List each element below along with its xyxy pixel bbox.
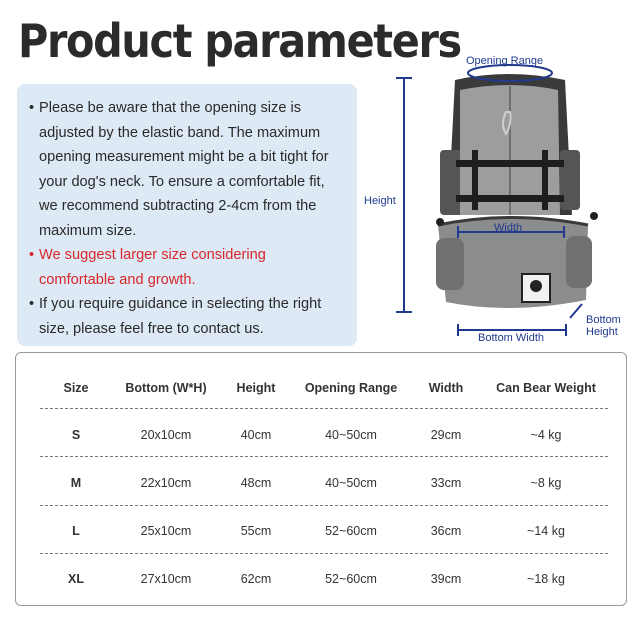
table-cell: 27x10cm	[140, 572, 192, 586]
table-cell: 48cm	[240, 476, 272, 490]
table-header: Opening Range	[304, 381, 398, 395]
height-label: Height	[364, 195, 396, 207]
notes-panel	[17, 84, 357, 346]
table-cell: ~4 kg	[530, 428, 562, 442]
note-text: Please be aware that the opening size is adjusted by the elastic band. The maximum opening measurement might be a bit tight for your dog's neck. To ensure a comfortable fit, we recommend subtracting 2-4cm from the maximum size.	[39, 100, 329, 239]
opening-range-label: Opening Range	[466, 55, 544, 67]
note-item	[29, 96, 345, 243]
note-text: If you require guidance in selecting the right size, please feel free to contact us.	[39, 296, 322, 337]
dog-backpack-illustration	[360, 50, 630, 350]
table-cell: L	[72, 524, 80, 538]
row-divider	[40, 505, 608, 506]
size-table	[15, 352, 627, 606]
table-cell: M	[70, 476, 82, 490]
table-cell: 33cm	[430, 476, 462, 490]
table-cell: ~18 kg	[527, 572, 565, 586]
table-cell: 39cm	[430, 572, 462, 586]
row-divider	[40, 553, 608, 554]
table-header: Height	[236, 381, 276, 395]
row-divider	[40, 456, 608, 457]
table-cell: 22x10cm	[140, 476, 192, 490]
bottom-height-label-line2: Height	[586, 326, 618, 338]
table-cell: S	[71, 428, 81, 442]
width-label: Width	[494, 222, 523, 234]
table-cell: ~14 kg	[527, 524, 565, 538]
table-cell: 40~50cm	[325, 476, 377, 490]
table-header: Size	[63, 381, 89, 395]
bottom-height-label-line1: Bottom	[586, 314, 621, 326]
note-item	[29, 292, 345, 341]
table-header: Can Bear Weight	[496, 381, 596, 395]
bullet-icon: •	[29, 247, 35, 263]
note-item	[29, 243, 345, 292]
table-cell: XL	[68, 572, 84, 586]
table-cell: 40~50cm	[325, 428, 377, 442]
bullet-icon: •	[29, 296, 35, 312]
table-cell: 20x10cm	[140, 428, 192, 442]
table-cell: 52~60cm	[325, 524, 377, 538]
table-header: Bottom (W*H)	[125, 381, 207, 395]
row-divider	[40, 408, 608, 409]
table-cell: 36cm	[430, 524, 462, 538]
table-cell: 52~60cm	[325, 572, 377, 586]
note-text: We suggest larger size considering comfortable and growth.	[39, 247, 266, 288]
bullet-icon: •	[29, 100, 35, 116]
page-title: Product parameters	[18, 14, 461, 68]
bottom-width-label: Bottom Width	[478, 332, 545, 344]
table-cell: 55cm	[240, 524, 272, 538]
table-cell: 40cm	[240, 428, 272, 442]
table-cell: 25x10cm	[140, 524, 192, 538]
table-cell: 62cm	[240, 572, 272, 586]
table-cell: ~8 kg	[530, 476, 562, 490]
table-cell: 29cm	[430, 428, 462, 442]
table-header: Width	[428, 381, 464, 395]
product-diagram	[360, 50, 630, 350]
